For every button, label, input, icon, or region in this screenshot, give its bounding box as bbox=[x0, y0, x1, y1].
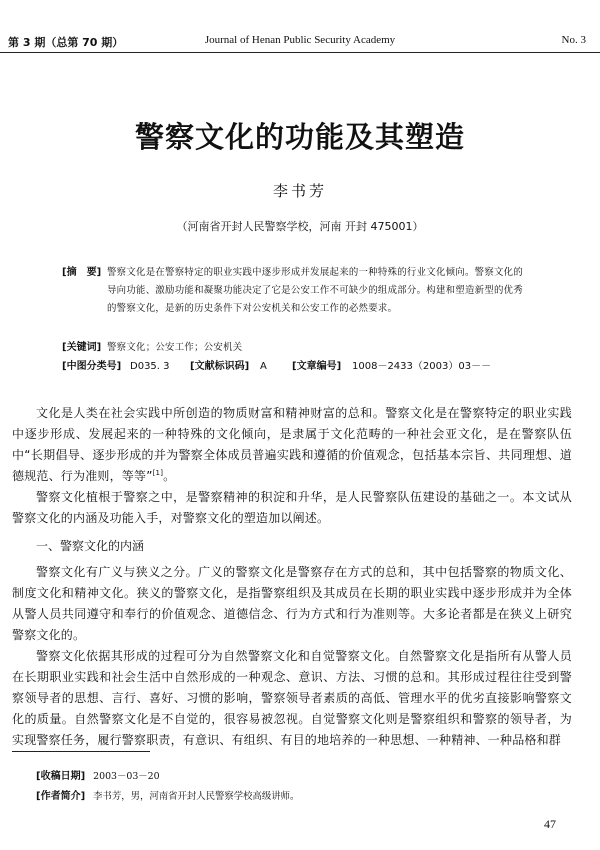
abstract-label: [摘 要] bbox=[62, 267, 102, 278]
keywords-text: 警察文化；公安工作；公安机关 bbox=[107, 342, 243, 353]
running-head bbox=[0, 0, 600, 56]
issue-no: No. 3 bbox=[561, 34, 586, 46]
doc-code-label: [文献标识码] bbox=[190, 361, 250, 372]
abstract-text: 警察文化是在警察特定的职业实践中逐步形成并发展起来的一种特殊的行业文化倾向。警察文化的导向功能、激励功能和凝聚功能决定了它是公安工作不可缺少的组成部分。构建和塑造新型的优秀的警察文化，是新的历史条件下对公安机关和公安工作的必然要求。 bbox=[107, 267, 524, 314]
body-paragraph-3: 警察文化有广义与狭义之分。广义的警察文化是警察存在方式的总和，其中包括警察的物质文化、制度文化和精神文化。狭义的警察文化，是指警察组织及其成员在长期的职业实践中逐步形成并为全体从警人员共同遵守和奉行的价值观念、道德信念、行为方式和行为准则等。大多论者都是在狭义上研究警察文化的。 bbox=[12, 565, 572, 642]
author-affiliation: （河南省开封人民警察学校，河南 开封 475001） bbox=[176, 220, 424, 233]
article-no-value: 1008－2433（2003）03－－ bbox=[352, 361, 492, 372]
received-date: 2003－03－20 bbox=[93, 771, 160, 782]
article-author: 李书芳 bbox=[272, 182, 327, 200]
author-bio-label: [作者简介] bbox=[36, 791, 86, 802]
footnote-rule bbox=[12, 751, 150, 752]
classification-row bbox=[62, 358, 582, 376]
footnote-author-bio bbox=[36, 787, 299, 802]
body-paragraph-1 bbox=[12, 403, 572, 487]
keywords-label: [关键词] bbox=[62, 342, 102, 353]
keywords-block bbox=[62, 339, 532, 357]
clc-label: [中图分类号] bbox=[62, 361, 122, 372]
article-no-label: [文章编号] bbox=[292, 361, 342, 372]
footnote-received bbox=[36, 767, 160, 782]
article-title: 警察文化的功能及其塑造 bbox=[134, 120, 465, 154]
p1-text: 文化是人类在社会实践中所创造的物质财富和精神财富的总和。警察文化是在警察特定的职业实践中逐步形成、发展起来的一种特殊的文化倾向，是隶属于文化范畴的一种社会亚文化，是在警察队伍中“长期倡导、逐步形成的并为警察全体成员普遍实践和遵循的价值观念，包括基本宗旨、共同理想、道德规范、行为准则，等等” bbox=[12, 406, 572, 483]
body-paragraph-4: 警察文化依据其形成的过程可分为自然警察文化和自觉警察文化。自然警察文化是指所有从警人员在长期职业实践和社会生活中自然形成的一种观念、意识、方法、习惯的总和。其形成过程往往受到警察领导者的思想、言行、喜好、习惯的影响，警察领导者素质的高低、管理水平的优劣直接影响警察文化的质量。自然警察文化是不自觉的，很容易被忽视。自觉警察文化则是警察组织和警察的领导者，为实现警察任务，履行警察职责，有意识、有组织、有目的地培养的一种思想、一种精神、一种品格和群 bbox=[12, 649, 572, 747]
author-bio-text: 李书芳，男，河南省开封人民警察学校高级讲师。 bbox=[93, 791, 300, 802]
abstract-block bbox=[62, 264, 532, 318]
issue-number: 第 3 期（总第 70 期） bbox=[8, 36, 124, 49]
citation-ref: [1] bbox=[152, 469, 164, 477]
clc-value: D035. 3 bbox=[130, 361, 170, 372]
section-heading-1: 一、警察文化的内涵 bbox=[36, 539, 145, 553]
page-number: 47 bbox=[544, 817, 556, 831]
p1-end: 。 bbox=[163, 469, 176, 483]
header-rule bbox=[0, 52, 600, 53]
body-paragraph-2: 警察文化植根于警察之中，是警察精神的积淀和升华，是人民警察队伍建设的基础之一。本文试从警察文化的内涵及功能入手，对警察文化的塑造加以阐述。 bbox=[12, 490, 572, 525]
received-label: [收稿日期] bbox=[36, 771, 86, 782]
journal-name: Journal of Henan Public Security Academy bbox=[204, 34, 396, 46]
doc-code-value: A bbox=[260, 361, 267, 372]
